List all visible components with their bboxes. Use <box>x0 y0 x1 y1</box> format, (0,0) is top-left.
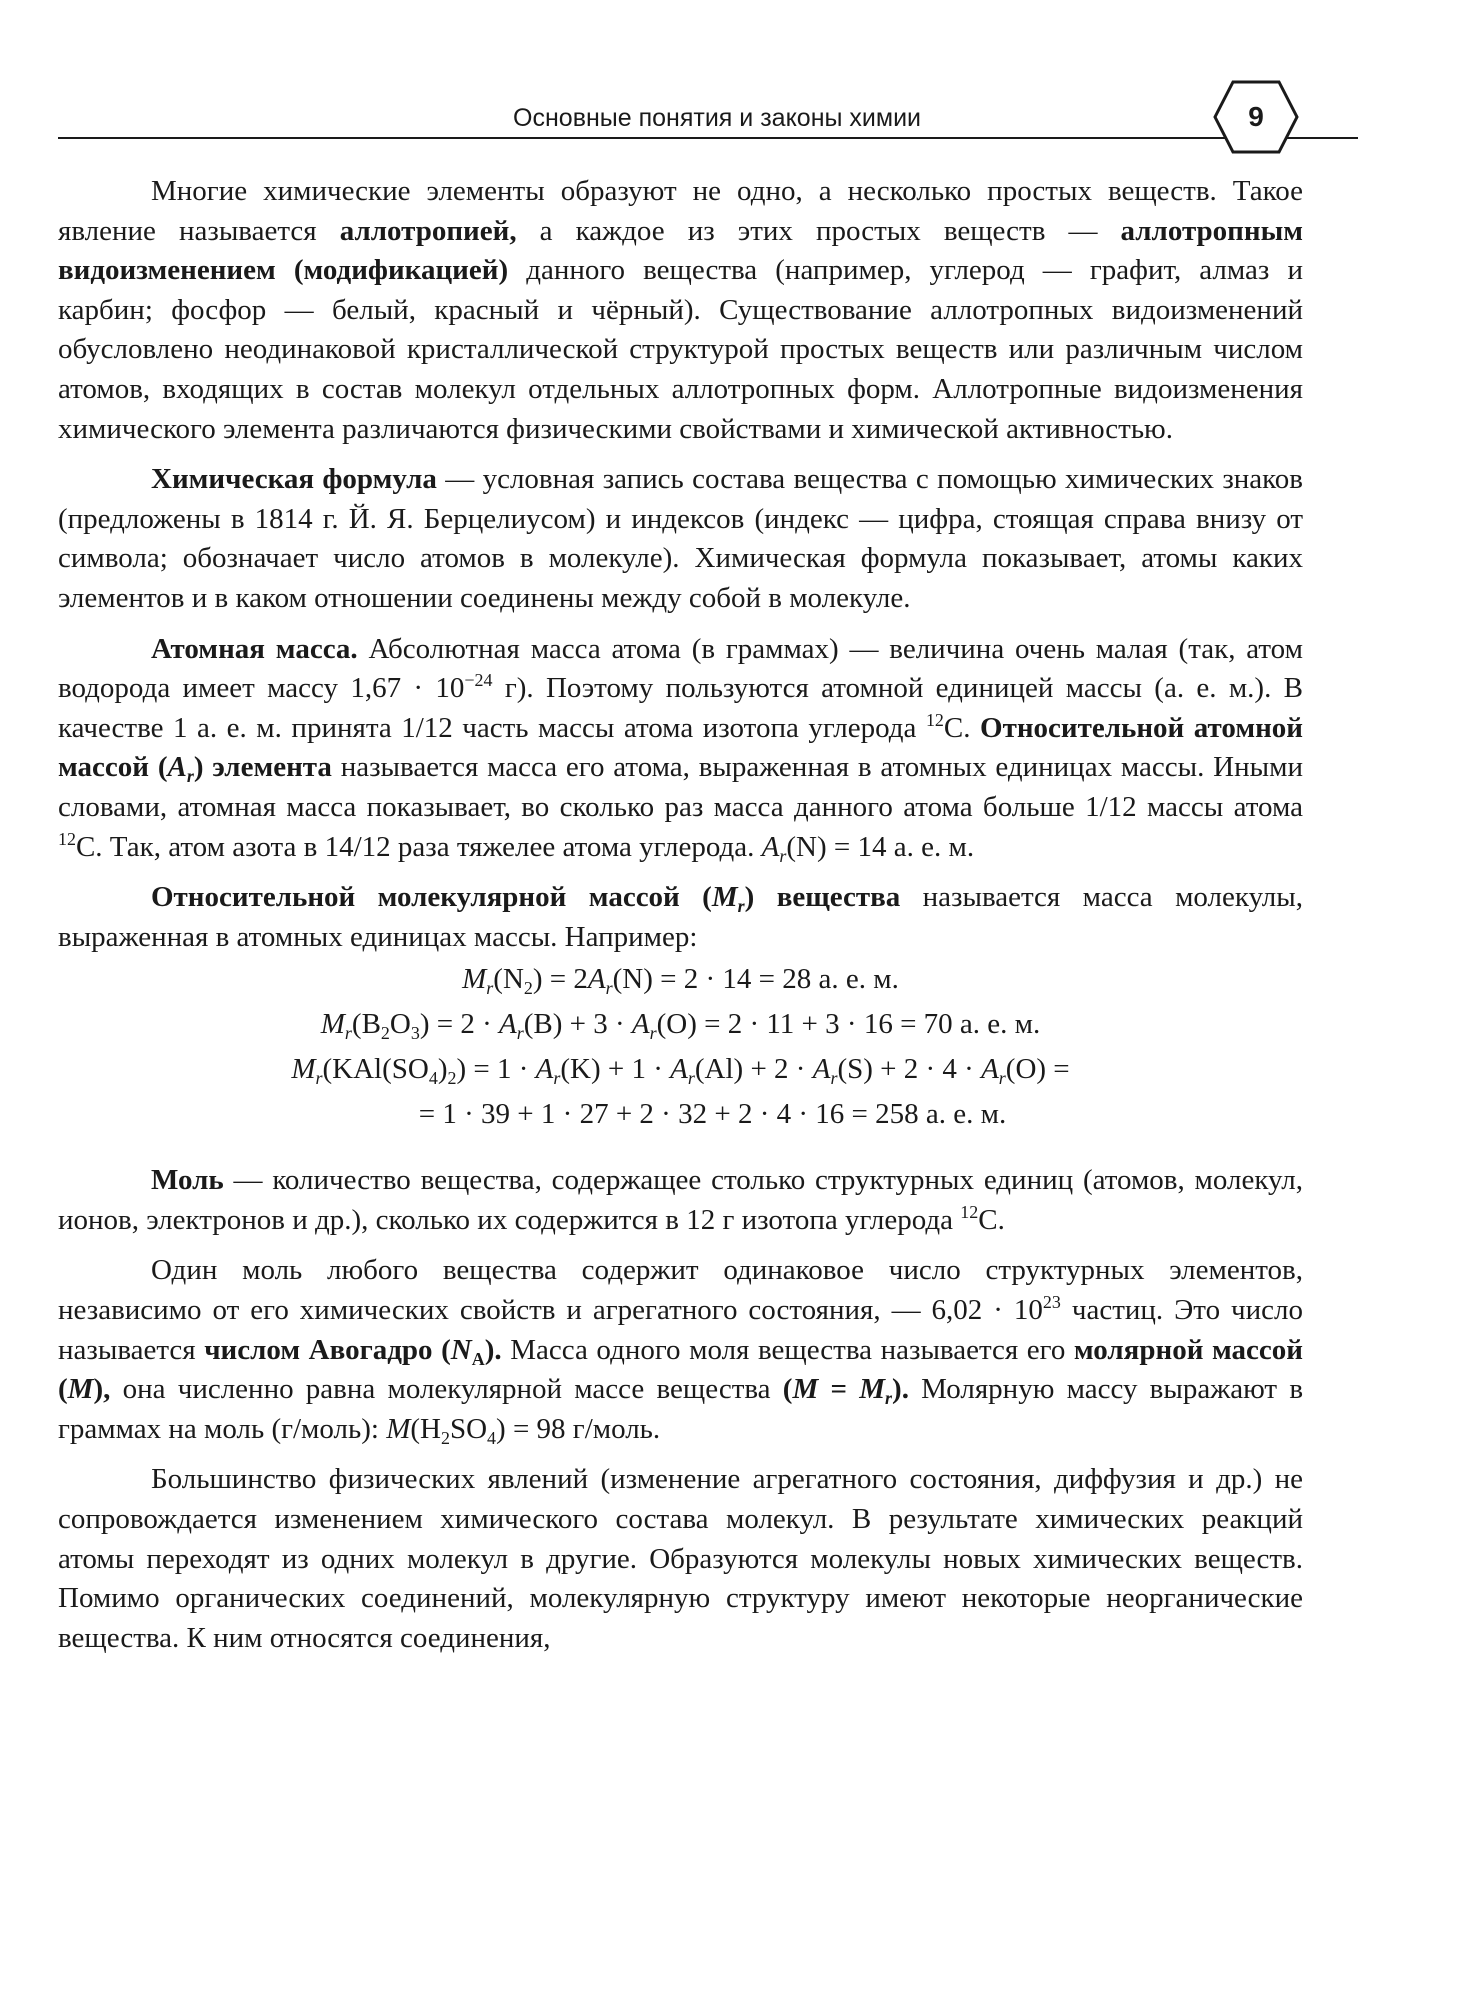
text-run: SO <box>449 1412 488 1445</box>
text-run: ). <box>484 1333 502 1366</box>
element-symbol: C. <box>943 711 971 744</box>
text-run: (N) = 14 а. е. м. <box>786 830 975 863</box>
isotope-mass-number: 12 <box>58 828 76 849</box>
text-run: — условная запись состава вещества с помощью химических знаков (предложены в 1814 г. Й. Я. Берцелиусом) и индексов (индекс — цифра, стоящая справа внизу от символа; обозначает число атомов в молекуле). Химическая формула показывает, атомы каких элементов и в каком отношении соединены между собой в молекуле. <box>58 463 1303 614</box>
paragraph-atomic-mass <box>58 630 1303 868</box>
subscript: 2 <box>523 978 533 999</box>
subscript: r <box>553 1068 561 1089</box>
symbol: A <box>535 1053 554 1086</box>
text-run: молярной массой ( <box>58 1333 1303 1406</box>
paragraph-allotropy <box>58 172 1303 449</box>
header-rule <box>58 137 1358 139</box>
text-run: она численно равна молекулярной массе вещества <box>110 1373 783 1406</box>
symbol: A <box>631 1008 650 1041</box>
text-run: Относительной молекулярной массой ( <box>151 881 712 914</box>
text-run: ). <box>892 1373 909 1406</box>
text-run: O <box>389 1008 411 1041</box>
subscript: r <box>186 766 194 787</box>
text-run: Относительной атомной массой ( <box>58 711 1304 784</box>
subscript: r <box>344 1023 352 1044</box>
paragraph-avogadro <box>58 1251 1303 1449</box>
subscript: 2 <box>440 1427 450 1448</box>
text-run: — количество вещества, содержащее столько структурных единиц (атомов, молекул, ионов, электронов и др.), сколько их содержится в 12 г изотопа углерода <box>58 1164 1303 1236</box>
exponent: −24 <box>464 669 493 690</box>
symbol: A <box>587 963 606 996</box>
subscript: 3 <box>410 1023 420 1044</box>
text-run: Один моль любого вещества содержит одинаковое число структурных элементов, независимо от его химических свойств и агрегатного состояния, — 6,02 · 10 <box>58 1254 1303 1327</box>
subscript: r <box>885 1388 893 1408</box>
text-run: ) <box>437 1053 448 1086</box>
text-run: Масса одного моля вещества называется его <box>501 1333 1074 1366</box>
text-run: Абсолютная масса атома (в граммах) — величина очень малая (так, атом водорода имеет массу 1,67 · 10 <box>58 632 1303 705</box>
symbol: A <box>761 830 780 863</box>
text-run: (O) = <box>1005 1053 1070 1086</box>
subscript: r <box>486 978 494 999</box>
text-run: ( <box>782 1373 793 1406</box>
text-run: C. Так, атом азота в 14/12 раза тяжелее атома углерода. <box>75 830 762 863</box>
subscript: r <box>605 978 613 999</box>
text-run: Многие химические элементы образуют не одно, а несколько простых веществ. Такое явление называется <box>58 175 1303 247</box>
symbol: A <box>670 1053 688 1086</box>
subscript: r <box>516 1023 524 1044</box>
symbol: M <box>67 1373 94 1406</box>
text-run: (B <box>351 1008 381 1041</box>
text-run: г). Поэтому пользуются атомной единицей массы (а. е. м.). В качестве 1 а. е. м. принята 1/12 часть массы атома изотопа углерода <box>58 672 1303 744</box>
formula-b2o3 <box>58 1002 1303 1047</box>
page-number-badge <box>1213 74 1299 160</box>
running-head <box>58 96 1313 140</box>
symbol: M <box>291 1053 316 1086</box>
text-run: ) элемента <box>193 751 332 784</box>
text-run: ) = 2 <box>532 963 588 996</box>
subscript: r <box>998 1068 1006 1089</box>
term-chemical-formula: Химическая формула <box>151 463 437 496</box>
text-run: ) = 1 · <box>456 1053 536 1086</box>
formula-block <box>58 957 1303 1137</box>
symbol: A <box>981 1053 999 1086</box>
symbol: A <box>812 1053 831 1086</box>
text-run: называется масса молекулы, выраженная в атомных единицах массы. Например: <box>58 881 1303 953</box>
term-avogadro-number <box>204 1333 502 1369</box>
text-run: (N) = 2 · 14 = 28 а. е. м. <box>612 963 899 996</box>
symbol: M <box>320 1008 345 1041</box>
subscript: 4 <box>487 1427 497 1448</box>
text-run: = <box>818 1373 860 1406</box>
paragraph-chemical-formula <box>58 460 1303 618</box>
exponent: 23 <box>1042 1291 1061 1312</box>
paragraph-mole <box>58 1161 1303 1240</box>
subscript: r <box>737 895 745 916</box>
symbol: A <box>167 751 187 784</box>
subscript: r <box>649 1023 657 1044</box>
subscript: r <box>830 1068 838 1089</box>
text-run: (H <box>410 1412 441 1445</box>
text-run: (Al) + 2 · <box>694 1053 813 1086</box>
symbol: M <box>859 1373 886 1406</box>
symbol: M <box>711 881 738 914</box>
subscript: r <box>315 1068 323 1089</box>
term-mole: Моль <box>151 1164 224 1197</box>
subscript: 2 <box>447 1068 457 1089</box>
paragraph-molecular-mass <box>58 878 1303 957</box>
text-run: (K) + 1 · <box>560 1053 671 1086</box>
subscript: 4 <box>428 1068 438 1089</box>
symbol: A <box>499 1008 517 1041</box>
text-run: числом Авогадро ( <box>204 1333 451 1366</box>
element-symbol: C. <box>978 1203 1005 1236</box>
text-run: частиц. Это число называется <box>58 1294 1303 1366</box>
term-allotropic-modification: аллотропным видоизменением (модификацией) <box>58 214 1303 287</box>
formula-n2 <box>58 957 1303 1002</box>
isotope-mass-number: 12 <box>925 709 944 730</box>
text-run: а каждое из этих простых веществ — <box>516 214 1121 247</box>
text-run: (O) = 2 · 11 + 3 · 16 = 70 а. е. м. <box>656 1008 1041 1041</box>
symbol: M <box>792 1373 819 1406</box>
text-run: (N <box>493 963 524 996</box>
subscript: r <box>687 1068 695 1089</box>
text-run: называется масса его атома, выраженная в атомных единицах массы. Иными словами, атомная масса показывает, во сколько раз масса данного атома больше 1/12 массы атома <box>58 751 1304 823</box>
text-run: ) вещества <box>744 881 901 914</box>
subscript: A <box>471 1348 485 1369</box>
symbol: N <box>450 1333 472 1366</box>
subscript: 2 <box>380 1023 390 1044</box>
page-body <box>58 172 1303 1669</box>
page-number: 9 <box>1248 101 1264 132</box>
text-run: (KAl(SO <box>322 1053 429 1086</box>
term-allotropy: аллотропией, <box>339 214 517 247</box>
text-run: ), <box>93 1373 111 1406</box>
subscript: r <box>779 845 787 866</box>
term-relative-molecular-mass <box>151 881 901 916</box>
symbol: M <box>386 1412 411 1445</box>
text-run: (S) + 2 · 4 · <box>837 1053 982 1086</box>
isotope-mass-number: 12 <box>960 1201 979 1222</box>
formula-kal-so4 <box>58 1047 1303 1092</box>
text-run: (B) + 3 · <box>523 1008 632 1041</box>
term-m-equals-mr <box>782 1373 909 1408</box>
symbol: M <box>462 963 487 996</box>
text-run: данного вещества (например, углерод — графит, алмаз и карбин; фосфор — белый, красный и чёрный). Существование аллотропных видоизменений обусловлено неодинаковой кристаллической структурой простых веществ или различным числом атомов, входящих в состав молекул отдельных аллотропных форм. Аллотропные видоизменения химического элемента различаются физическими свойствами и химической активностью. <box>58 254 1303 445</box>
text-run: ) = 2 · <box>419 1008 499 1041</box>
text-run: Молярную массу выражают в граммах на моль (г/моль): <box>58 1373 1304 1445</box>
text-run: ) = 98 г/моль. <box>496 1412 661 1445</box>
term-atomic-mass: Атомная масса. <box>151 632 358 665</box>
formula-kal-so4-result: = 1 · 39 + 1 · 27 + 2 · 32 + 2 · 4 · 16 = 258 а. е. м. <box>418 1098 1007 1131</box>
running-title: Основные понятия и законы химии <box>513 104 921 132</box>
paragraph-physical-phenomena: Большинство физических явлений (изменение агрегатного состояния, диффузия и др.) не сопровождается изменением химического состава молекул. В результате химических реакций атомы переходят из одних молекул в другие. Образуются молекулы новых химических веществ. Помимо органических соединений, молекулярную структуру имеют некоторые неорганические вещества. К ним относятся соединения, <box>58 1463 1303 1654</box>
